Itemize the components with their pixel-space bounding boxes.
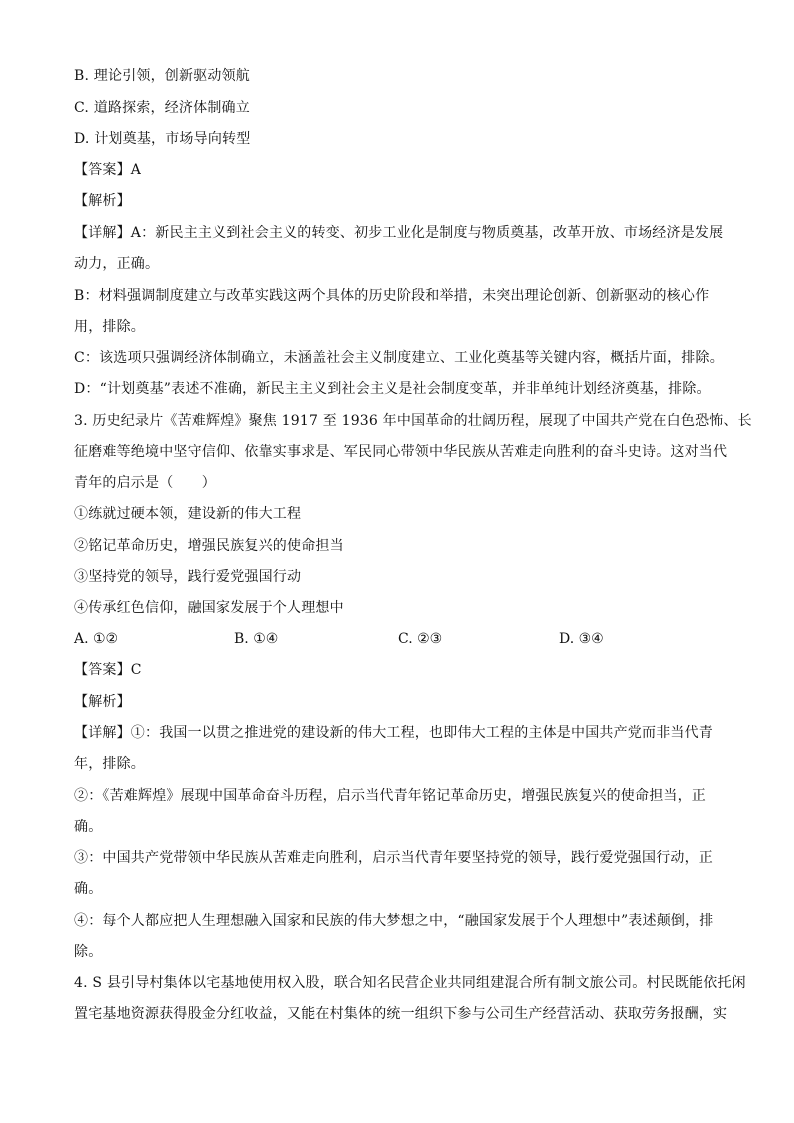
q3-detail-line: ③：中国共产党带领中华民族从苦难走向胜利，启示当代青年要坚持党的领导，践行爱党强国行动，正 bbox=[74, 850, 713, 866]
q3-detail-line: 确。 bbox=[74, 881, 103, 897]
q2-detail-line: B：材料强调制度建立与改革实践这两个具体的历史阶段和举措，未突出理论创新、创新驱动的核心作 bbox=[74, 288, 710, 304]
q3-detail-line: ④：每个人都应把人生理想融入国家和民族的伟大梦想之中，“融国家发展于个人理想中”表述颠倒，排 bbox=[74, 913, 714, 929]
q3-choice-a: A. ①② bbox=[74, 631, 119, 647]
q2-detail-line: 【详解】A：新民主主义到社会主义的转变、初步工业化是制度与物质奠基，改革开放、市场经济是发展 bbox=[74, 225, 724, 241]
q3-item-4: ④传承红色信仰，融国家发展于个人理想中 bbox=[74, 600, 344, 616]
q3-stem-line: 青年的启示是（ ） bbox=[74, 475, 216, 491]
q3-detail-line: ②：《苦难辉煌》展现中国革命奋斗历程，启示当代青年铭记革命历史，增强民族复兴的使命担当，正 bbox=[74, 788, 706, 804]
q2-detail-line: 用，排除。 bbox=[74, 319, 145, 335]
q2-detail-line: D：“计划奠基”表述不准确，新民主主义到社会主义是社会制度变革，并非单纯计划经济奠基，排除。 bbox=[74, 381, 711, 397]
q3-choice-c: C. ②③ bbox=[398, 631, 443, 647]
q2-option-d: D. 计划奠基，市场导向转型 bbox=[74, 131, 251, 147]
q3-item-2: ②铭记革命历史，增强民族复兴的使命担当 bbox=[74, 538, 344, 554]
q3-detail-line: 【详解】①：我国一以贯之推进党的建设新的伟大工程，也即伟大工程的主体是中国共产党而非当代青 bbox=[74, 725, 713, 741]
q3-stem-line: 征磨难等绝境中坚守信仰、依靠实事求是、军民同心带领中华民族从苦难走向胜利的奋斗史诗。这对当代 bbox=[74, 444, 728, 460]
q3-stem-line: 3. 历史纪录片《苦难辉煌》聚焦 1917 至 1936 年中国革命的壮阔历程，展现了中国共产党在白色恐怖、长 bbox=[74, 413, 752, 429]
q3-choice-b: B. ①④ bbox=[234, 631, 279, 647]
q2-answer: 【答案】A bbox=[74, 162, 142, 178]
q4-stem-line: 置宅基地资源获得股金分红收益，又能在村集体的统一组织下参与公司生产经营活动、获取劳务报酬，实 bbox=[74, 1006, 728, 1022]
q2-option-c: C. 道路探索，经济体制确立 bbox=[74, 100, 250, 116]
q3-detail-line: 除。 bbox=[74, 944, 103, 960]
q4-stem-line: 4. S 县引导村集体以宅基地使用权入股，联合知名民营企业共同组建混合所有制文旅公司。村民既能依托闲 bbox=[74, 975, 746, 991]
q3-choice-d: D. ③④ bbox=[559, 631, 604, 647]
q3-item-1: ①练就过硬本领，建设新的伟大工程 bbox=[74, 506, 302, 522]
q2-analysis-heading: 【解析】 bbox=[74, 193, 131, 209]
q3-analysis-heading: 【解析】 bbox=[74, 694, 131, 710]
q3-item-3: ③坚持党的领导，践行爱党强国行动 bbox=[74, 569, 302, 585]
q2-detail-line: C：该选项只强调经济体制确立，未涵盖社会主义制度建立、工业化奠基等关键内容，概括片面，排除。 bbox=[74, 350, 724, 366]
q2-detail-line: 动力，正确。 bbox=[74, 256, 160, 272]
q2-option-b: B. 理论引领，创新驱动领航 bbox=[74, 68, 250, 84]
q3-detail-line: 年，排除。 bbox=[74, 756, 145, 772]
q3-detail-line: 确。 bbox=[74, 819, 103, 835]
q3-answer: 【答案】C bbox=[74, 662, 142, 678]
